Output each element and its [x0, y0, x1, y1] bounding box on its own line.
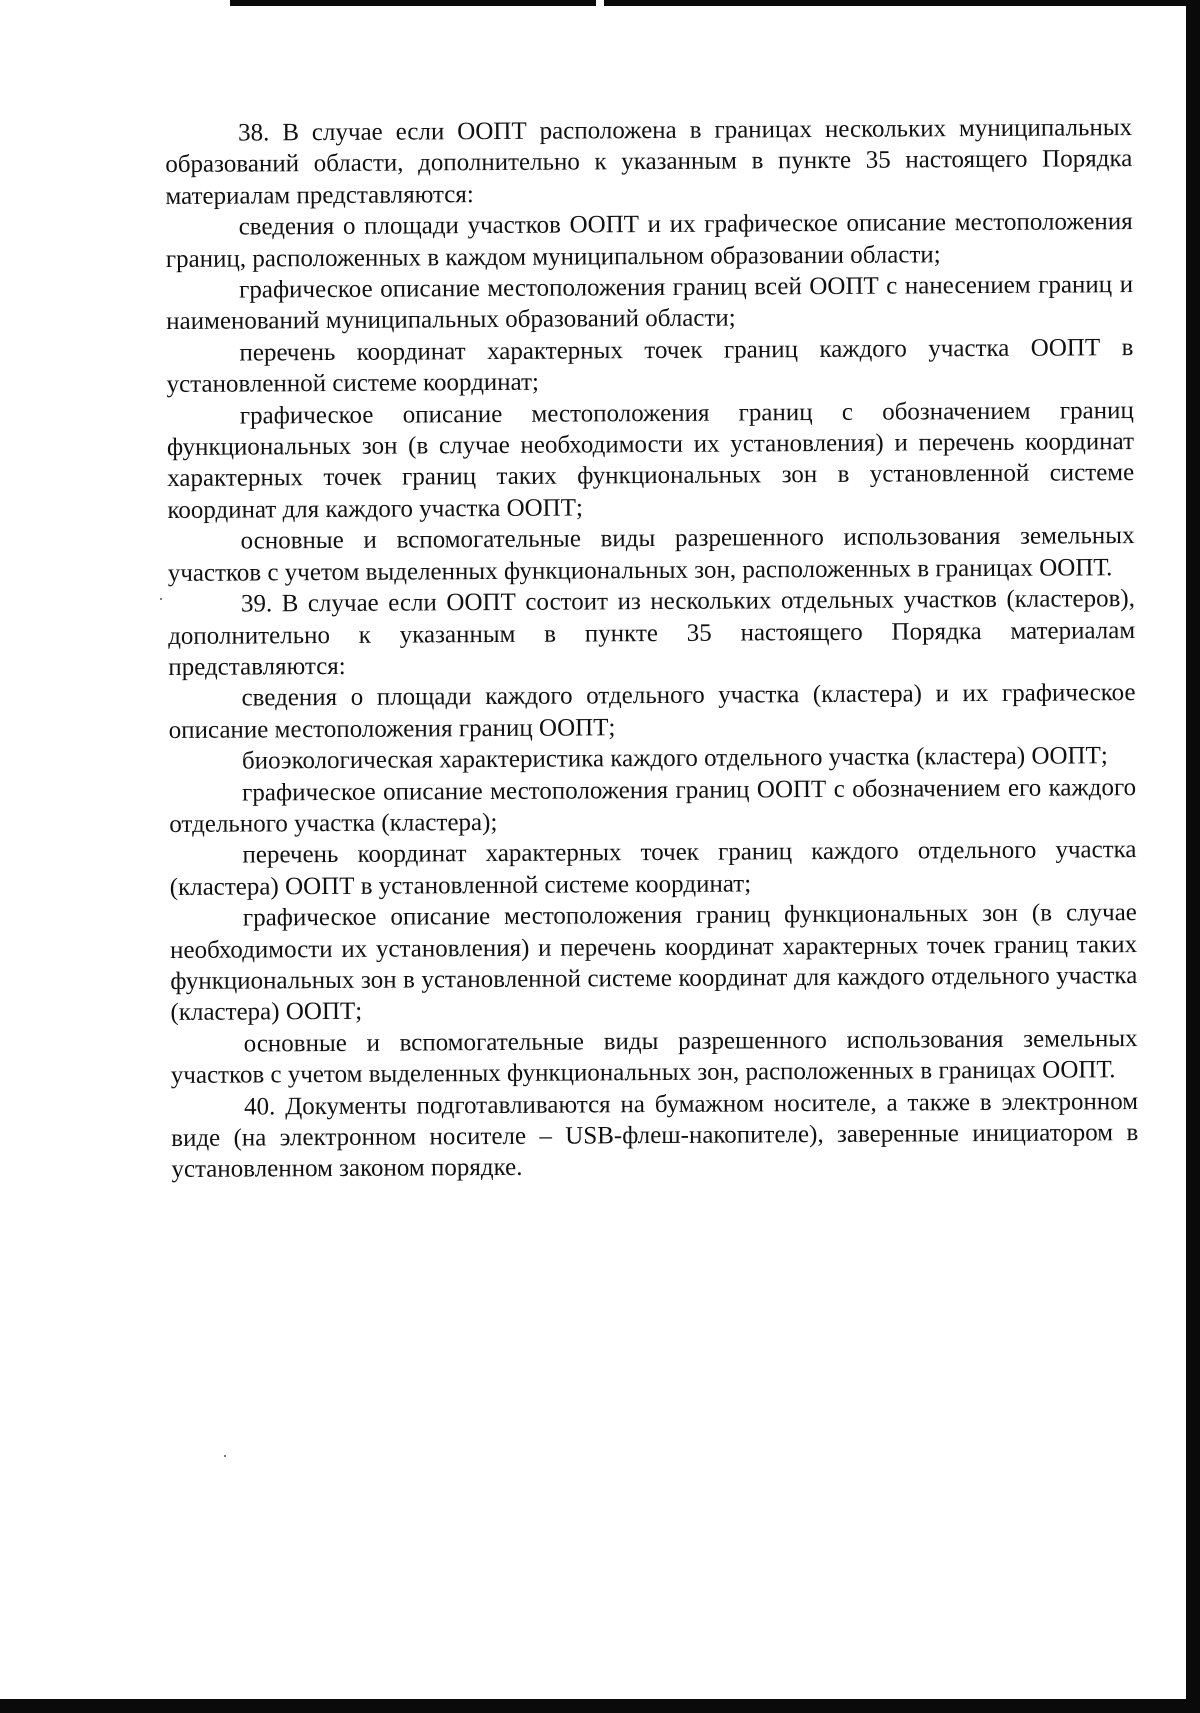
- paragraph-39-item-area: сведения о площади каждого отдельного участка (кластера) и их графическое описание местоположения границ ООПТ;: [168, 679, 1136, 744]
- paragraph-39-item-land-use: основные и вспомогательные виды разрешенного использования земельных участков с учетом выделенных функциональных зон, расположенных в границах ООПТ.: [170, 1024, 1138, 1090]
- scan-speck: [224, 1455, 226, 1457]
- paragraph-39-item-bioecology: биоэкологическая характеристика каждого отдельного участка (кластера) ООПТ;: [241, 742, 1108, 775]
- paragraph-38-item-land-use: основные и вспомогательные виды разрешенного использования земельных участков с учетом выделенных функциональных зон, расположенных в границах ООПТ.: [167, 522, 1135, 587]
- paragraph-38: 38. В случае если ООПТ расположена в границах нескольких муниципальных образований области, дополнительно к указанным в пункте 35 настоящего Порядка материалам представляются:: [165, 114, 1133, 210]
- scan-edge-bottom: [0, 1699, 1200, 1713]
- scan-edge-right: [1186, 0, 1200, 1713]
- document-page: [165, 112, 1139, 1186]
- scan-edge-top: [230, 0, 1200, 6]
- paragraph-38-item-functional-zones: графическое описание местоположения границ с обозначением границ функциональных зон (в случае необходимости их установления) и перечень координат характерных точек границ таких функциональных зон в установленной системе координат для каждого участка ООПТ;: [166, 396, 1135, 524]
- scan-speck: [160, 598, 162, 600]
- paragraph-39: 39. В случае если ООПТ состоит из нескольких отдельных участков (кластеров), дополнительно к указанным в пункте 35 настоящего Порядка материалам представляются:: [168, 585, 1136, 681]
- paragraph-38-item-coordinates: перечень координат характерных точек границ каждого участка ООПТ в установленной системе координат;: [166, 333, 1134, 399]
- paragraph-38-item-graphic-whole: графическое описание местоположения границ всей ООПТ с нанесением границ и наименований муниципальных образований области;: [166, 271, 1134, 336]
- paragraph-39-item-graphic-clusters: графическое описание местоположения границ ООПТ с обозначением его каждого отдельного участка (кластера);: [169, 773, 1137, 838]
- paragraph-39-item-functional-zones: графическое описание местоположения границ функциональных зон (в случае необходимости их установления) и перечень координат характерных точек границ таких функциональных зон в установленной системе координат для каждого отдельного участка (кластера) ООПТ;: [170, 899, 1138, 1027]
- paragraph-39-item-coordinates: перечень координат характерных точек границ каждого отдельного участка (кластера) ООПТ в установленной системе координат;: [169, 836, 1137, 901]
- paragraph-40: 40. Документы подготавливаются на бумажном носителе, а также в электронном виде (на электронном носителе – USB-флеш-накопителе), заверенные инициатором в установленном законом порядке.: [171, 1087, 1139, 1184]
- scan-edge-top-gap: [596, 0, 604, 6]
- paragraph-38-item-area: сведения о площади участков ООПТ и их графическое описание местоположения границ, расположенных в каждом муниципальном образовании области;: [165, 208, 1133, 273]
